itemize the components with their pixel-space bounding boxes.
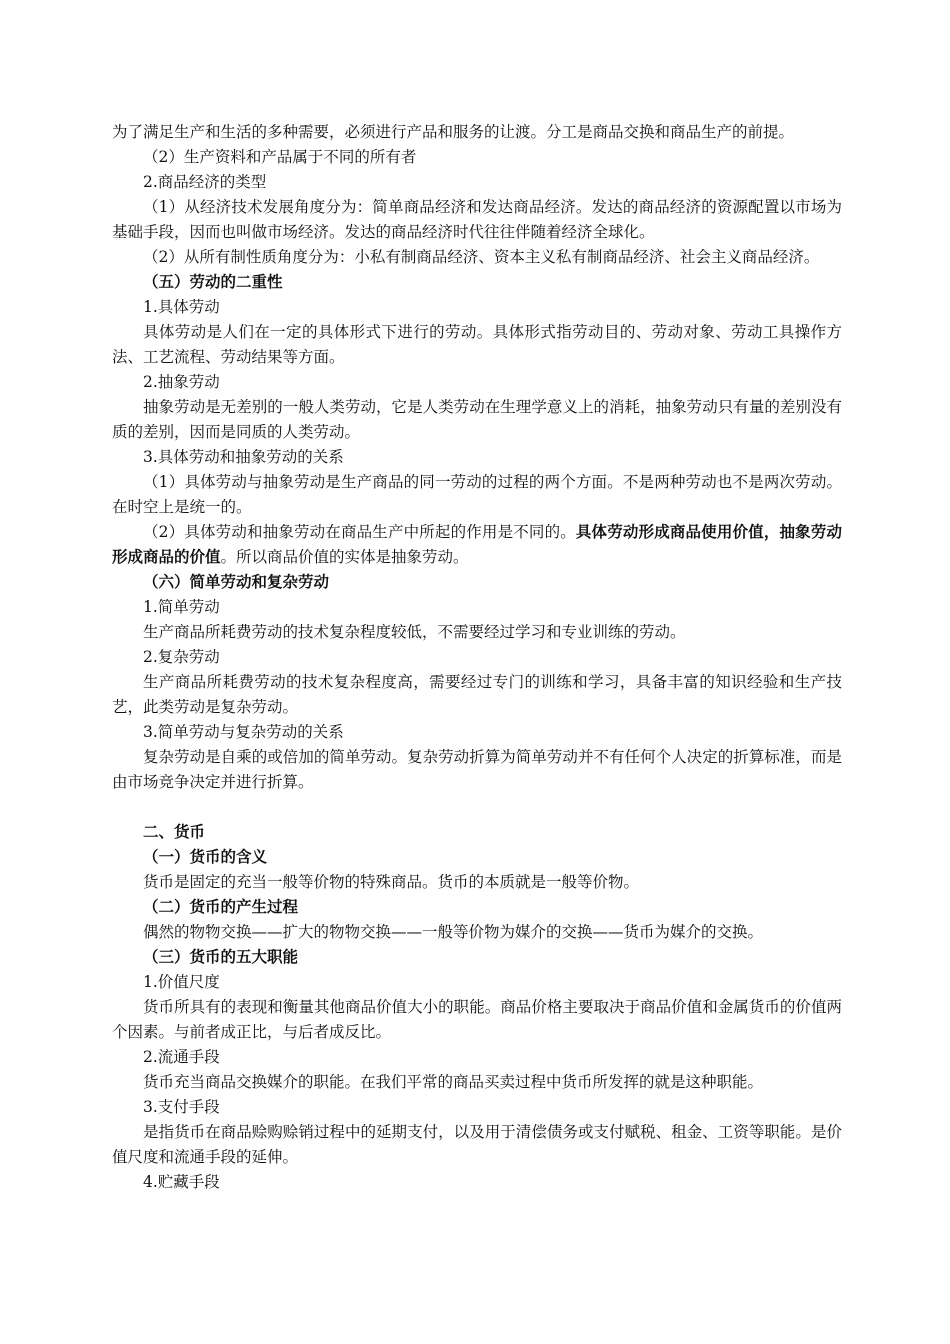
section-heading: （二）货币的产生过程 xyxy=(143,898,299,916)
subheading: 3.具体劳动和抽象劳动的关系 xyxy=(143,448,344,466)
subheading: 2.流通手段 xyxy=(143,1048,220,1066)
text-run: 。所以商品价值的实体是抽象劳动。 xyxy=(220,548,469,566)
paragraph: 为了满足生产和生活的多种需要，必须进行产品和服务的让渡。分工是商品交换和商品生产的前提。 xyxy=(112,123,795,141)
subheading: 1.具体劳动 xyxy=(143,298,220,316)
chapter-heading: 二、货币 xyxy=(143,823,206,841)
paragraph: 货币充当商品交换媒介的职能。在我们平常的商品买卖过程中货币所发挥的就是这种职能。 xyxy=(143,1073,764,1091)
paragraph: 生产商品所耗费劳动的技术复杂程度较低，不需要经过学习和专业训练的劳动。 xyxy=(143,623,686,641)
paragraph: 偶然的物物交换——扩大的物物交换——一般等价物为媒介的交换——货币为媒介的交换。 xyxy=(143,923,764,941)
section-heading: （三）货币的五大职能 xyxy=(143,948,299,966)
paragraph: 货币是固定的充当一般等价物的特殊商品。货币的本质就是一般等价物。 xyxy=(143,873,640,891)
paragraph: 抽象劳动是无差别的一般人类劳动，它是人类劳动在生理学意义上的消耗，抽象劳动只有量的差别没有质的差别，因而是同质的人类劳动。 xyxy=(112,398,842,441)
subheading: 1.简单劳动 xyxy=(143,598,220,616)
document-body xyxy=(112,120,842,1195)
section-heading: （五）劳动的二重性 xyxy=(143,273,283,291)
paragraph xyxy=(112,520,842,570)
spacer xyxy=(112,795,842,820)
paragraph: 具体劳动是人们在一定的具体形式下进行的劳动。具体形式指劳动目的、劳动对象、劳动工具操作方法、工艺流程、劳动结果等方面。 xyxy=(112,323,842,366)
subheading: 2.复杂劳动 xyxy=(143,648,220,666)
subheading: 2.抽象劳动 xyxy=(143,373,220,391)
text-run: （2）具体劳动和抽象劳动在商品生产中所起的作用是不同的。 xyxy=(143,523,576,541)
section-heading: （六）简单劳动和复杂劳动 xyxy=(143,573,330,591)
subheading: 3.简单劳动与复杂劳动的关系 xyxy=(143,723,344,741)
section-heading: （一）货币的含义 xyxy=(143,848,268,866)
paragraph: 复杂劳动是自乘的或倍加的简单劳动。复杂劳动折算为简单劳动并不有任何个人决定的折算标准，而是由市场竞争决定并进行折算。 xyxy=(112,748,842,791)
paragraph: （1）具体劳动与抽象劳动是生产商品的同一劳动的过程的两个方面。不是两种劳动也不是两次劳动。在时空上是统一的。 xyxy=(112,473,842,516)
paragraph: （1）从经济技术发展角度分为：简单商品经济和发达商品经济。发达的商品经济的资源配置以市场为基础手段，因而也叫做市场经济。发达的商品经济时代往往伴随着经济全球化。 xyxy=(112,198,842,241)
subheading: 1.价值尺度 xyxy=(143,973,220,991)
paragraph: （2）从所有制性质角度分为：小私有制商品经济、资本主义私有制商品经济、社会主义商品经济。 xyxy=(143,248,820,266)
paragraph: 生产商品所耗费劳动的技术复杂程度高，需要经过专门的训练和学习，具备丰富的知识经验和生产技艺，此类劳动是复杂劳动。 xyxy=(112,673,842,716)
subheading: 2.商品经济的类型 xyxy=(143,173,267,191)
paragraph: 是指货币在商品赊购赊销过程中的延期支付，以及用于清偿债务或支付赋税、租金、工资等职能。是价值尺度和流通手段的延伸。 xyxy=(112,1123,842,1166)
subheading: 4.贮藏手段 xyxy=(143,1173,220,1191)
bold-text-run: 具体劳动形成商品使用价值，抽象劳动形成商品的价值 xyxy=(112,523,842,566)
paragraph: 货币所具有的表现和衡量其他商品价值大小的职能。商品价格主要取决于商品价值和金属货币的价值两个因素。与前者成正比，与后者成反比。 xyxy=(112,998,842,1041)
subheading: 3.支付手段 xyxy=(143,1098,220,1116)
list-item: （2）生产资料和产品属于不同的所有者 xyxy=(143,148,417,166)
